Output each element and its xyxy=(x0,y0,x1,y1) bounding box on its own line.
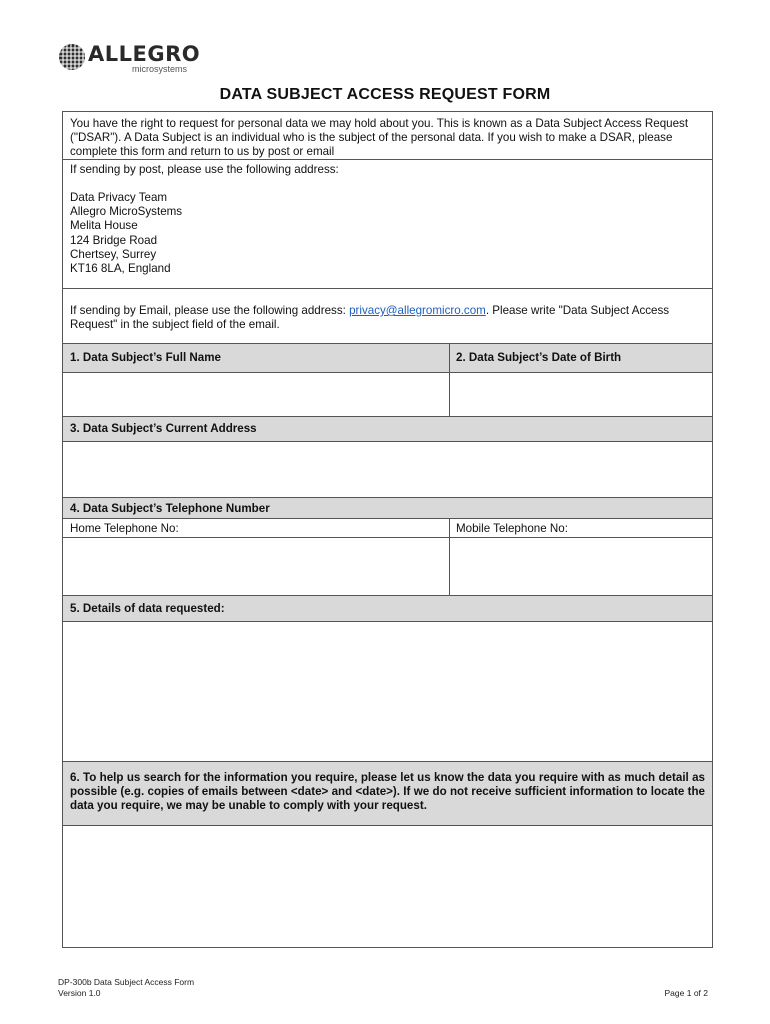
search-help-header xyxy=(63,762,712,826)
email-instructions xyxy=(70,304,705,332)
details-label: 5. Details of data requested: xyxy=(70,602,225,615)
email-suffix: . Please write "Data Subject Access Request" in the subject field of the email. xyxy=(70,304,670,332)
address-line: Allegro MicroSystems xyxy=(70,205,183,219)
doc-version: Version 1.0 xyxy=(58,988,101,998)
mobile-phone-field[interactable] xyxy=(450,538,712,595)
home-phone-label: Home Telephone No: xyxy=(70,522,179,535)
globe-logo-icon xyxy=(58,43,86,71)
full-name-label: 1. Data Subject’s Full Name xyxy=(70,351,221,364)
email-link[interactable]: privacy@allegromicro.com xyxy=(349,304,486,317)
search-help-field[interactable] xyxy=(63,826,712,947)
address-line: Data Privacy Team xyxy=(70,191,168,204)
page-title: DATA SUBJECT ACCESS REQUEST FORM xyxy=(219,86,551,103)
dsar-form xyxy=(62,111,713,948)
company-logo xyxy=(58,40,201,76)
search-help-label: 6. To help us search for the information you require, please let us know the data you require with as much detail as possible (e.g. copies of emails between <date> and <date>). If we do not receive sufficient information to locate the data you require, we may be unable to comply with your request. xyxy=(70,771,705,813)
address-header xyxy=(63,417,712,442)
email-section xyxy=(63,289,712,344)
telephone-label: 4. Data Subject’s Telephone Number xyxy=(70,502,270,515)
current-address-field[interactable] xyxy=(63,442,712,498)
intro-section xyxy=(63,112,712,160)
postal-address xyxy=(70,191,705,276)
page-number: Page 1 of 2 xyxy=(664,988,708,998)
mobile-phone-label: Mobile Telephone No: xyxy=(456,522,568,535)
address-line: Chertsey, Surrey xyxy=(70,247,157,261)
current-address-label: 3. Data Subject’s Current Address xyxy=(70,422,257,435)
full-name-field[interactable] xyxy=(63,373,449,416)
footer-doc-info xyxy=(58,977,194,999)
logo-wordmark: ALLEGRO xyxy=(88,42,201,66)
dob-field[interactable] xyxy=(450,373,712,416)
telephone-header xyxy=(63,498,712,519)
name-dob-inputs xyxy=(63,373,712,417)
address-line: KT16 8LA, England xyxy=(70,262,171,276)
home-phone-field[interactable] xyxy=(63,538,449,595)
details-field[interactable] xyxy=(63,622,712,762)
post-heading: If sending by post, please use the following address: xyxy=(70,163,339,176)
doc-id: DP-300b Data Subject Access Form xyxy=(58,977,195,987)
email-prefix: If sending by Email, please use the following address: xyxy=(70,304,350,317)
telephone-sublabels xyxy=(63,519,712,538)
name-dob-header xyxy=(63,344,712,373)
logo-subtitle: microsystems xyxy=(132,64,188,74)
telephone-inputs xyxy=(63,538,712,596)
post-section xyxy=(63,160,712,289)
dob-label: 2. Data Subject’s Date of Birth xyxy=(456,351,622,364)
address-line: 124 Bridge Road xyxy=(70,233,158,247)
details-header xyxy=(63,596,712,622)
address-line: Melita House xyxy=(70,219,138,233)
intro-text: You have the right to request for personal data we may hold about you. This is known as a Data Subject Access Request ("DSAR"). A Data Subject is an individual who is the subject of the personal data. If you wish to make a DSAR, please complete this form and return to us by post or email xyxy=(70,117,689,159)
